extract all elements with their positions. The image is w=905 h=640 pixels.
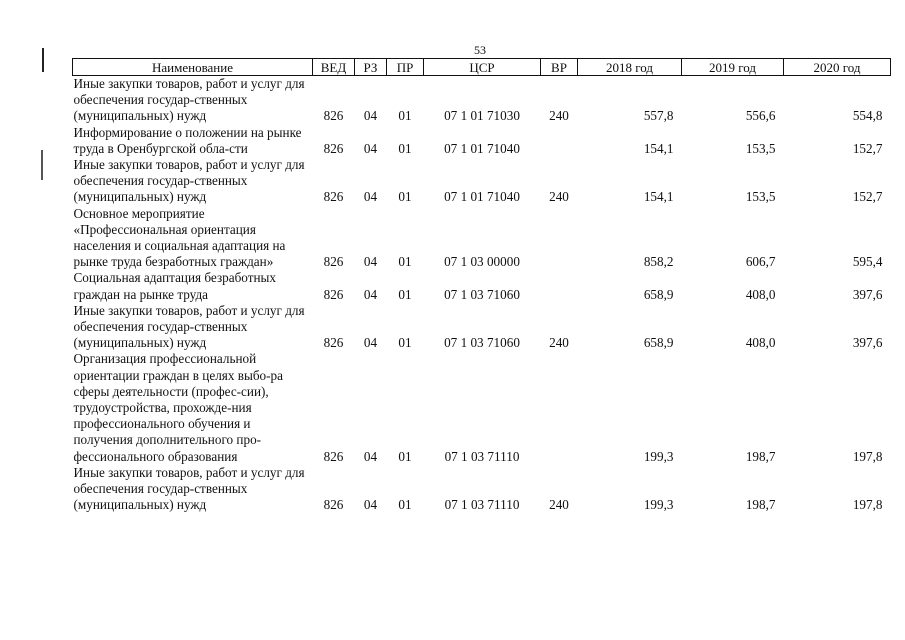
page-number: 53 <box>474 43 486 57</box>
header-vr: ВР <box>541 59 578 76</box>
cell-ved: 826 <box>323 108 344 124</box>
cell-ved: 826 <box>323 448 344 464</box>
header-row <box>73 59 891 76</box>
cell-2018: 658,9 <box>643 335 674 351</box>
cell-csr: 07 1 03 71060 <box>444 335 520 351</box>
table-row <box>73 270 891 302</box>
cell-name: Иные закупки товаров, работ и услуг для обеспечения государ-ственных (муниципальных) нужд <box>73 302 305 351</box>
cell-pr: 01 <box>398 189 412 205</box>
cell-rz: 04 <box>363 286 378 302</box>
budget-table <box>72 58 891 513</box>
table-row <box>73 125 891 157</box>
header-ved: ВЕД <box>313 59 355 76</box>
cell-pr: 01 <box>398 108 412 124</box>
cell-vr: 240 <box>549 108 569 124</box>
cell-2019: 556,6 <box>745 108 776 124</box>
cell-2019: 408,0 <box>745 335 776 351</box>
cell-2020: 197,8 <box>852 497 883 513</box>
cell-name: Иные закупки товаров, работ и услуг для обеспечения государ-ственных (муниципальных) нужд <box>73 464 305 513</box>
cell-csr: 07 1 03 71110 <box>444 448 520 464</box>
cell-2020: 197,8 <box>852 448 883 464</box>
cell-ved: 826 <box>323 189 344 205</box>
table-row <box>73 351 891 464</box>
cell-2020: 554,8 <box>852 108 883 124</box>
cell-ved: 826 <box>323 254 344 270</box>
scan-mark-middle <box>41 150 43 180</box>
cell-ved: 826 <box>323 335 344 351</box>
table-row <box>73 76 891 125</box>
header-csr: ЦСР <box>424 59 541 76</box>
header-2020: 2020 год <box>784 59 891 76</box>
cell-rz: 04 <box>363 335 378 351</box>
cell-vr: 240 <box>549 497 569 513</box>
cell-pr: 01 <box>398 335 412 351</box>
cell-csr: 07 1 03 00000 <box>444 254 520 270</box>
cell-rz: 04 <box>363 497 378 513</box>
cell-2019: 153,5 <box>745 189 776 205</box>
cell-2018: 154,1 <box>643 189 674 205</box>
cell-ved: 826 <box>323 140 344 156</box>
cell-2019: 606,7 <box>745 254 776 270</box>
cell-rz: 04 <box>363 140 378 156</box>
cell-pr: 01 <box>398 448 412 464</box>
cell-2020: 397,6 <box>852 335 883 351</box>
cell-name: Информирование о положении на рынке труда в Оренбургской обла-сти <box>73 124 302 156</box>
cell-pr: 01 <box>398 497 412 513</box>
header-pr: ПР <box>387 59 424 76</box>
table-row <box>73 303 891 352</box>
cell-2018: 154,1 <box>643 140 674 156</box>
cell-name: Социальная адаптация безработных граждан на рынке труда <box>73 270 277 302</box>
cell-pr: 01 <box>398 254 412 270</box>
cell-vr <box>541 351 578 464</box>
cell-vr <box>541 270 578 302</box>
cell-2019: 198,7 <box>745 448 776 464</box>
cell-2019: 408,0 <box>745 286 776 302</box>
cell-2020: 152,7 <box>852 140 883 156</box>
cell-rz: 04 <box>363 108 378 124</box>
cell-2018: 658,9 <box>643 286 674 302</box>
cell-name: Основное мероприятие «Профессиональная ориентация населения и социальная адаптация на рынке труда безработных граждан» <box>73 205 286 270</box>
cell-csr: 07 1 01 71030 <box>444 108 520 124</box>
cell-ved: 826 <box>323 286 344 302</box>
header-2019: 2019 год <box>682 59 784 76</box>
cell-2018: 199,3 <box>643 497 674 513</box>
cell-name: Иные закупки товаров, работ и услуг для обеспечения государ-ственных (муниципальных) нужд <box>73 157 305 205</box>
cell-vr <box>541 125 578 157</box>
cell-vr <box>541 206 578 271</box>
header-2018: 2018 год <box>578 59 682 76</box>
cell-name: Организация профессиональной ориентации граждан в целях выбо-ра сферы деятельности (профес-сии), трудоустройства, прохожде-ния профессионального обучения и получения дополнительного про-фессионального образования <box>73 351 283 464</box>
table-row <box>73 465 891 514</box>
cell-pr: 01 <box>398 140 412 156</box>
cell-rz: 04 <box>363 448 378 464</box>
cell-rz: 04 <box>363 189 378 205</box>
cell-rz: 04 <box>363 254 378 270</box>
table-row <box>73 157 891 206</box>
table-row <box>73 206 891 271</box>
cell-csr: 07 1 03 71060 <box>444 286 520 302</box>
cell-csr: 07 1 03 71110 <box>444 497 520 513</box>
cell-2019: 198,7 <box>745 497 776 513</box>
cell-2020: 397,6 <box>852 286 883 302</box>
cell-2020: 152,7 <box>852 189 883 205</box>
header-name: Наименование <box>73 59 313 76</box>
cell-pr: 01 <box>398 286 412 302</box>
cell-2018: 557,8 <box>643 108 674 124</box>
header-rz: РЗ <box>355 59 387 76</box>
cell-csr: 07 1 01 71040 <box>444 189 520 205</box>
cell-vr: 240 <box>549 335 569 351</box>
cell-2018: 199,3 <box>643 448 674 464</box>
cell-2020: 595,4 <box>852 254 883 270</box>
cell-ved: 826 <box>323 497 344 513</box>
cell-name: Иные закупки товаров, работ и услуг для обеспечения государ-ственных (муниципальных) нужд <box>73 76 305 124</box>
cell-2018: 858,2 <box>643 254 674 270</box>
cell-vr: 240 <box>549 189 569 205</box>
cell-2019: 153,5 <box>745 140 776 156</box>
cell-csr: 07 1 01 71040 <box>444 140 520 156</box>
